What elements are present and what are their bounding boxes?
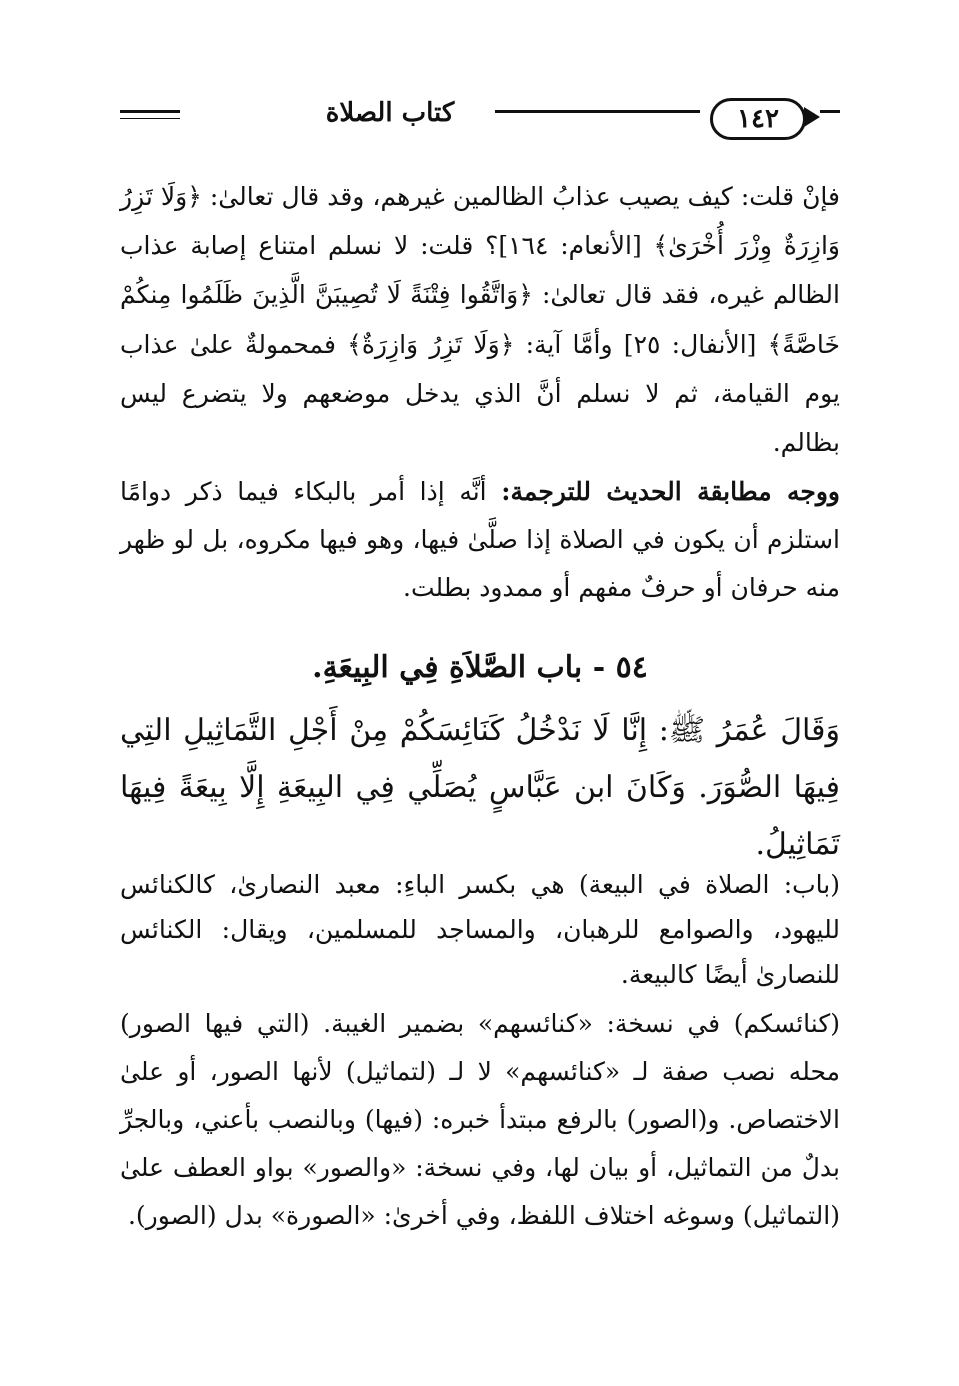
header-rule-middle <box>495 110 700 113</box>
paragraph-1: فإنْ قلت: كيف يصيب عذابُ الظالمين غيرهم، وقد قال تعالىٰ: ﴿وَلَا تَزِرُ وَازِرَةٌ وِزْرَ أُخْرَىٰ﴾ [الأنعام: ١٦٤]؟ قلت: لا نسلم امتناع إصابة عذاب الظالم غيره، فقد قال تعالىٰ: ﴿وَاتَّقُوا فِتْنَةً لَا تُصِيبَنَّ الَّذِينَ ظَلَمُوا مِنكُمْ خَاصَّةً﴾ [الأنفال: ٢٥] وأمَّا آية: ﴿وَلَا تَزِرُ وَازِرَةٌ﴾ فمحمولةٌ علىٰ عذاب يوم القيامة، ثم لا نسلم أنَّ الذي يدخل موضعهم ولا يتضرع ليس بظالم. <box>120 182 841 458</box>
header-rule-left <box>120 110 180 113</box>
header-rule-left-thin <box>120 118 180 119</box>
page-number-ornament <box>804 107 820 127</box>
paragraph-2-text: أنَّه إذا أمر بالبكاء فيما ذكر دوامًا استلزم أن يكون في الصلاة إذا صلَّىٰ فيها، وهو فيها مكروه، بل لو ظهر منه حرفان أو حرفٌ مفهم أو ممدود بطلت. <box>120 477 840 602</box>
paragraph-3: (باب: الصلاة في البيعة) هي بكسر الباءِ: معبد النصارىٰ، كالكنائس لليهود، والصوامع للرهبان، والمساجد للمسلمين، ويقال: الكنائس للنصارىٰ أيضًا كالبيعة. <box>120 870 840 989</box>
paragraph-4: (كنائسكم) في نسخة: «كنائسهم» بضمير الغيبة. (التي فيها الصور) محله نصب صفة لـ «كنائسهم» لا لـ (لتماثيل) لأنها الصور، أو علىٰ الاختصاص. و(الصور) بالرفع مبتدأ خبره: (فيها) وبالنصب بأعني، وبالجرِّ بدلٌ من التماثيل، أو بيان لها، وفي نسخة: «والصور» بواو العطف علىٰ (التماثيل) وسوغه اختلاف اللفظ، وفي أخرىٰ: «الصورة» بدل (الصور). <box>120 1009 840 1230</box>
chapter-heading: ٥٤ - باب الصَّلاَةِ فِي البِيعَةِ. <box>312 650 648 685</box>
page-header <box>120 92 840 152</box>
paragraph-2 <box>120 468 840 612</box>
page-number: ١٤٢ <box>710 98 806 140</box>
running-title: كتاب الصلاة <box>325 98 455 128</box>
hadith-text: وَقَالَ عُمَرُ ﷺ: إِنَّا لَا نَدْخُلُ كَنَائِسَكُمْ مِنْ أَجْلِ التَّمَاثِيلِ التِي فِيهَا الصُّوَرَ. وَكَانَ ابن عَبَّاسٍ يُصَلِّي فِي البِيعَةِ إِلَّا بِيعَةً فِيهَا تَمَاثِيلُ. <box>120 713 840 862</box>
paragraph-2-lead: ووجه مطابقة الحديث للترجمة: <box>501 477 840 506</box>
header-rule-right <box>820 110 840 113</box>
